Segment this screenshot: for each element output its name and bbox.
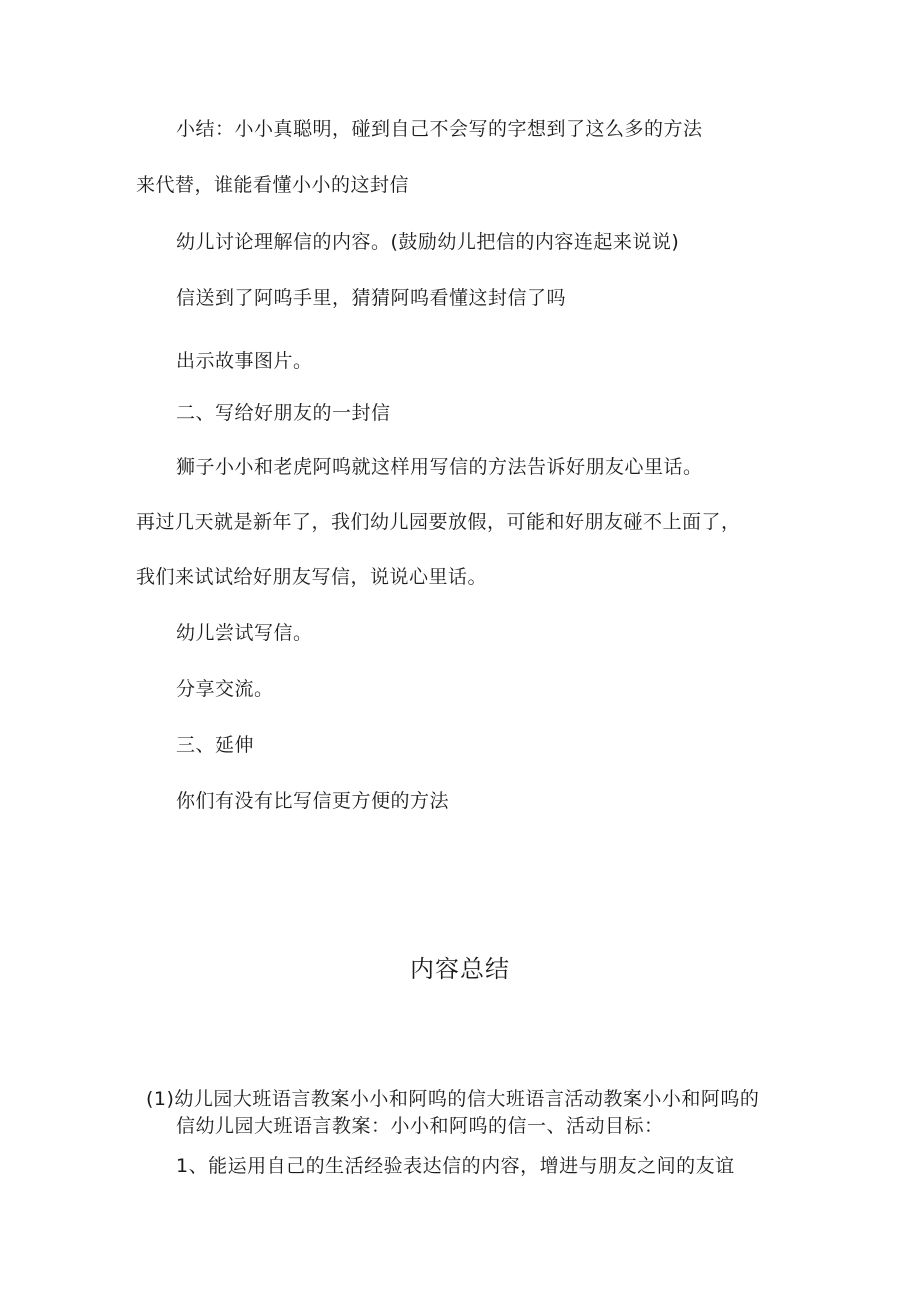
- paragraph-discussion: 幼儿讨论理解信的内容。(鼓励幼儿把信的内容连起来说说): [176, 231, 680, 253]
- summary-item-1-line-2: 信幼儿园大班语言教案：小小和阿呜的信一、活动目标：: [176, 1115, 664, 1137]
- paragraph-letter-delivered: 信送到了阿呜手里，猜猜阿呜看懂这封信了吗: [176, 287, 567, 309]
- paragraph-summary-line-1: 小结：小小真聪明，碰到自己不会写的字想到了这么多的方法: [176, 118, 703, 140]
- paragraph-show-pictures: 出示故事图片。: [176, 350, 313, 372]
- paragraph-summary-line-2: 来代替，谁能看懂小小的这封信: [136, 174, 410, 196]
- section-heading-2: 二、写给好朋友的一封信: [176, 402, 391, 424]
- paragraph-extension: 你们有没有比写信更方便的方法: [176, 790, 450, 812]
- summary-item-1-line-1: (1)幼儿园大班语言教案小小和阿呜的信大班语言活动教案小小和阿呜的: [146, 1088, 760, 1110]
- summary-title: 内容总结: [410, 955, 510, 983]
- paragraph-friends-line-3: 我们来试试给好朋友写信，说说心里话。: [136, 566, 488, 588]
- paragraph-try-writing: 幼儿尝试写信。: [176, 622, 313, 644]
- paragraph-friends-line-2: 再过几天就是新年了，我们幼儿园要放假，可能和好朋友碰不上面了，: [136, 511, 741, 533]
- paragraph-share: 分享交流。: [176, 678, 274, 700]
- paragraph-friends-line-1: 狮子小小和老虎阿呜就这样用写信的方法告诉好朋友心里话。: [176, 456, 703, 478]
- section-heading-3: 三、延伸: [176, 734, 255, 756]
- summary-item-2: 1、能运用自己的生活经验表达信的内容，增进与朋友之间的友谊: [176, 1155, 735, 1177]
